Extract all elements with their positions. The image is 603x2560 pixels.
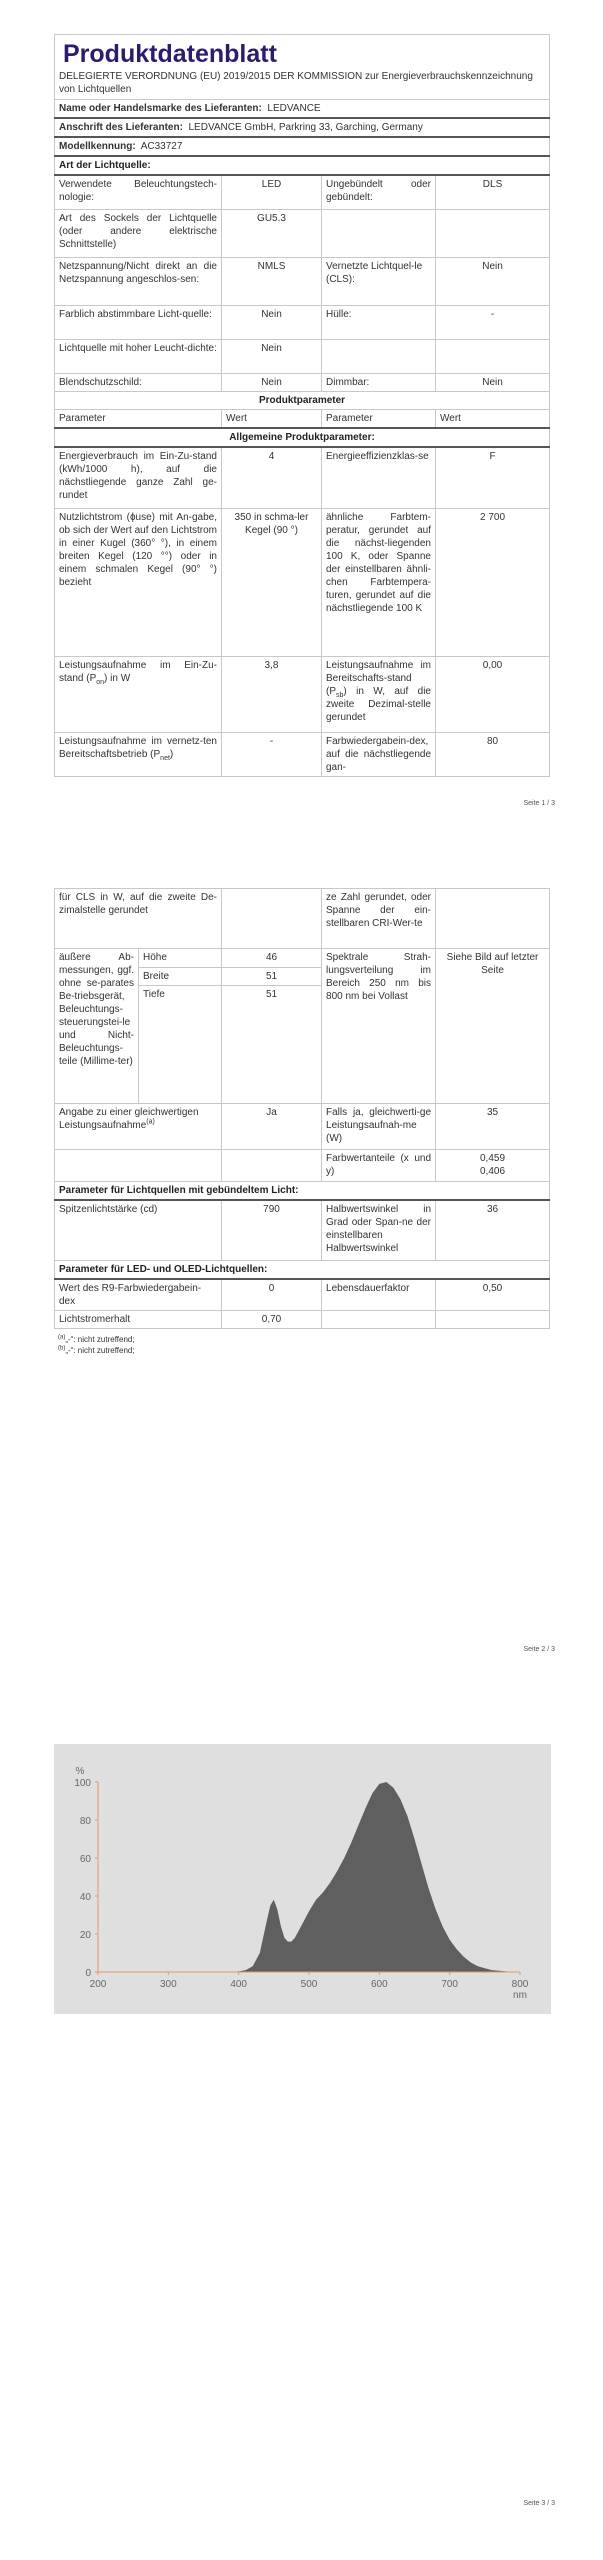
- table-row: Blendschutzschild: Nein Dimmbar: Nein: [55, 373, 550, 391]
- general-params-heading: Allgemeine Produktparameter:: [55, 428, 550, 447]
- spectrum-area: [225, 1782, 520, 1972]
- table-row: Lichtquelle mit hoher Leucht-dichte: Nein: [55, 339, 550, 373]
- y-tick-label: 80: [79, 1816, 91, 1827]
- y-tick-label: 20: [79, 1930, 91, 1941]
- table-row: Nutzlichtstrom (ɸuse) mit An-gabe, ob sich der Wert auf den Lichtstrom in einer Kugel (360° °), in einem breiten Kegel (120 °°) oder in einem schmalen Kegel (90° °) bezieht 350 in schma-ler Kegel (90 °) ähnliche Farbtem-peratur, gerundet auf die nächst-liegenden 100 K, oder Spanne der einstellbaren ähnli-chen Farbtempera-turen, gerundet auf die nächstliegende 100 K 2 700: [55, 509, 550, 657]
- regulation-subtitle: DELEGIERTE VERORDNUNG (EU) 2019/2015 DER KOMMISSION zur Energieverbrauchskennzeichnung von Lichtquellen: [59, 71, 533, 95]
- y-tick-label: 40: [79, 1892, 91, 1903]
- x-tick-label: 800: [511, 1979, 529, 1990]
- table-row: Angabe zu einer gleichwertigen Leistungsaufnahme$^{(a)}$ Ja Falls ja, gleichwerti-ge Leistungsaufnah-me (W) 35: [55, 1104, 550, 1150]
- spectral-value: Siehe Bild auf letzter Seite: [436, 949, 550, 1104]
- x-tick-label: 300: [159, 1979, 177, 1990]
- table-row: Lichtstromerhalt 0,70: [55, 1311, 550, 1329]
- product-params-heading: Produktparameter: [55, 391, 550, 409]
- light-source-type-heading: Art der Lichtquelle:: [55, 156, 550, 175]
- page-3: [0, 1700, 603, 2560]
- table-row: Verwendete Beleuchtungstech-nologie: LED Ungebündelt oder gebündelt: DLS: [55, 175, 550, 209]
- table-row: Art des Sockels der Lichtquelle (oder andere elektrische Schnittstelle) GU5.3: [55, 209, 550, 257]
- table-row: Netzspannung/Nicht direkt an die Netzspannung angeschlos-sen: NMLS Vernetzte Lichtquel-le (CLS): Nein: [55, 257, 550, 305]
- spectral-distribution-chart: [54, 1744, 551, 2014]
- spectral-label: Spektrale Strah-lungsverteilung im Bereich 250 nm bis 800 nm bei Vollast: [322, 949, 436, 1104]
- supplier-row: Name oder Handelsmarke des Lieferanten: LEDVANCE: [55, 100, 550, 119]
- model-value: AC33727: [140, 141, 183, 152]
- page-number: Seite 2 / 3: [523, 1646, 555, 1653]
- table-row: Farbwertanteile (x und y) 0,459 0,406: [55, 1150, 550, 1182]
- address-value: LEDVANCE GmbH, Parkring 33, Garching, Germany: [188, 122, 423, 133]
- y-tick-label: 100: [74, 1778, 91, 1789]
- footnotes: [58, 1334, 135, 1356]
- supplier-value: LEDVANCE: [267, 103, 321, 114]
- footnote-a: $^{(a)}$„-“: nicht zutreffend;: [58, 1334, 135, 1344]
- led-params-heading: Parameter für LED- und OLED-Lichtquellen:: [55, 1260, 550, 1279]
- directional-params-heading: Parameter für Lichtquellen mit gebündeltem Licht:: [55, 1182, 550, 1201]
- x-tick-label: 400: [230, 1979, 248, 1990]
- table-row: für CLS in W, auf die zweite De-zimalstelle gerundet ze Zahl gerundet, oder Spanne der ein-stellbaren CRI-Wer-te: [55, 889, 550, 949]
- table-row: Tiefe 51: [55, 986, 550, 1104]
- x-tick-label: 200: [89, 1979, 107, 1990]
- x-tick-label: 500: [300, 1979, 318, 1990]
- table-row: Spitzenlichtstärke (cd) 790 Halbwertswinkel in Grad oder Span-ne der einstellbaren Halbwertswinkel 36: [55, 1200, 550, 1260]
- product-datasheet-table-continued: [54, 888, 550, 1329]
- y-tick-label: 0: [85, 1968, 91, 1979]
- table-row: Energieverbrauch im Ein-Zu-stand (kWh/1000 h), auf die nächstliegende ganze Zahl ge-rundet 4 Energieeffizienzklas-se F: [55, 447, 550, 509]
- x-tick-label: 600: [370, 1979, 388, 1990]
- x-tick-label: 700: [441, 1979, 459, 1990]
- dimensions-row: äußere Ab-messungen, ggf. ohne se-parates Be-triebsgerät, Beleuchtungs-steuerungstei-le und Nicht-Beleuchtungs-teile (Millime-ter) Höhe 46 Spektrale Strah-lungsverteilung im Bereich 250 nm bis 800 nm bei Vollast Siehe Bild auf letzter Seite: [55, 949, 550, 968]
- dimensions-label: äußere Ab-messungen, ggf. ohne se-parates Be-triebsgerät, Beleuchtungs-steuerungstei-le und Nicht-Beleuchtungs-teile (Millime-ter): [55, 949, 139, 1104]
- table-row: Wert des R9-Farbwiedergabein-dex 0 Lebensdauerfaktor 0,50: [55, 1279, 550, 1311]
- model-row: Modellkennung: AC33727: [55, 137, 550, 156]
- column-header-row: Parameter Wert Parameter Wert: [55, 409, 550, 428]
- page-1: [0, 0, 603, 820]
- page-title: Produktdatenblatt: [63, 40, 277, 68]
- table-row: Breite 51: [55, 967, 550, 986]
- x-axis-unit-label: nm: [513, 1990, 527, 2001]
- table-row: Farblich abstimmbare Licht-quelle: Nein Hülle: -: [55, 305, 550, 339]
- page-number: Seite 3 / 3: [523, 2500, 555, 2507]
- y-axis-unit-label: %: [75, 1766, 85, 1777]
- table-row: Leistungsaufnahme im vernetz-ten Bereitschaftsbetrieb $(P_{net})$ - Farbwiedergabein-dex, auf die nächstliegende gan- 80: [55, 733, 550, 777]
- page-2: [0, 860, 603, 1660]
- y-tick-label: 60: [79, 1854, 91, 1865]
- chart-svg: [54, 1744, 551, 2014]
- table-row: Leistungsaufnahme im Ein-Zu-stand $(P_{on})$ in W 3,8 Leistungsaufnahme im Bereitschafts-stand $(P_{sb})$ in W, auf die zweite Dezimal-stelle gerundet 0,00: [55, 657, 550, 733]
- product-datasheet-table: [54, 34, 550, 777]
- page-number: Seite 1 / 3: [523, 800, 555, 807]
- footnote-b: $^{(b)}$„-“: nicht zutreffend;: [58, 1345, 135, 1355]
- address-row: Anschrift des Lieferanten: LEDVANCE GmbH, Parkring 33, Garching, Germany: [55, 118, 550, 137]
